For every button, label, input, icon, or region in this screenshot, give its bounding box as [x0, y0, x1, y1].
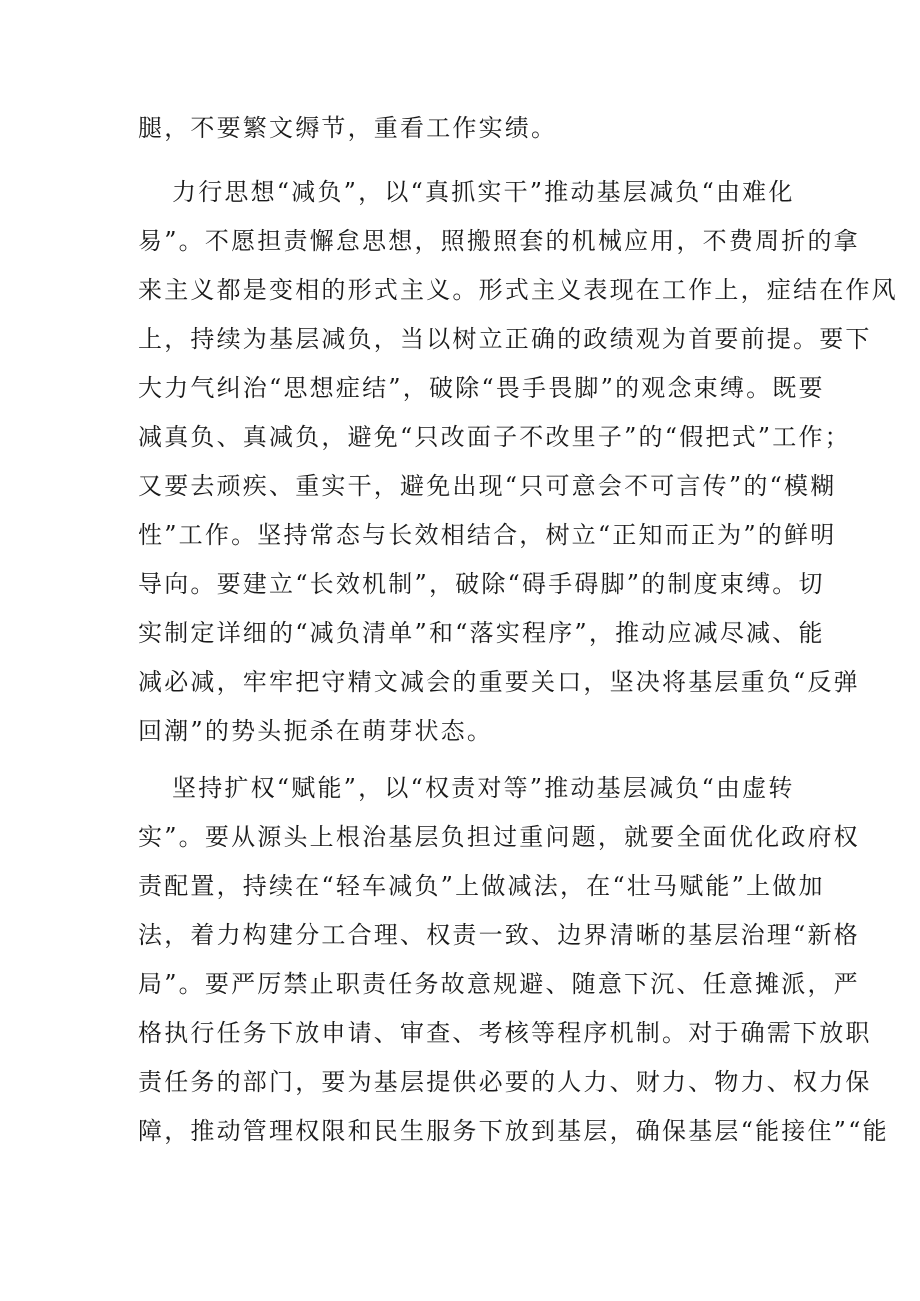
text-line: 格执行任务下放申请、审查、考核等程序机制。对于确需下放职 [138, 1019, 872, 1047]
text-line: 坚持扩权“赋能”，以“权责对等”推动基层减负“由虚转 [172, 774, 795, 802]
text-line: 法，着力构建分工合理、权责一致、边界清晰的基层治理“新格 [138, 921, 860, 949]
text-line: 腿，不要繁文缛节，重看工作实绩。 [138, 114, 558, 142]
text-line: 上，持续为基层减负，当以树立正确的政绩观为首要前提。要下 [138, 325, 872, 353]
text-line: 减真负、真减负，避免“只改面子不改里子”的“假把式”工作； [138, 423, 851, 451]
text-line: 又要去顽疾、重实干，避免出现“只可意会不可言传”的“模糊 [138, 472, 837, 500]
paragraph-2 [138, 168, 898, 756]
text-line: 局”。要严厉禁止职责任务故意规避、随意下沉、任意摊派，严 [138, 970, 860, 998]
text-line: 障，推动管理权限和民生服务下放到基层，确保基层“能接住”“能 [138, 1117, 889, 1145]
text-line: 实”。要从源头上根治基层负担过重问题，就要全面优化政府权 [138, 823, 860, 851]
text-line: 性”工作。坚持常态与长效相结合，树立“正知而正为”的鲜明 [138, 521, 837, 549]
text-line: 大力气纠治“思想症结”，破除“畏手畏脚”的观念束缚。既要 [138, 374, 825, 402]
text-line: 易”。不愿担责懈怠思想，照搬照套的机械应用，不费周折的拿 [138, 227, 860, 255]
text-line: 责配置，持续在“轻车减负”上做减法，在“壮马赋能”上做加 [138, 872, 825, 900]
text-line: 责任务的部门，要为基层提供必要的人力、财力、物力、权力保 [138, 1068, 872, 1096]
text-line: 力行思想“减负”，以“真抓实干”推动基层减负“由难化 [172, 178, 795, 206]
text-line: 来主义都是变相的形式主义。形式主义表现在工作上，症结在作风 [138, 276, 898, 304]
text-line: 回潮”的势头扼杀在萌芽状态。 [138, 717, 494, 745]
text-line: 减必减，牢牢把守精文减会的重要关口，坚决将基层重负“反弹 [138, 668, 860, 696]
paragraph-1 [138, 104, 557, 153]
paragraph-3 [138, 764, 889, 1156]
text-line: 导向。要建立“长效机制”，破除“碍手碍脚”的制度束缚。切 [138, 570, 825, 598]
text-line: 实制定详细的“减负清单”和“落实程序”，推动应减尽减、能 [138, 619, 825, 647]
